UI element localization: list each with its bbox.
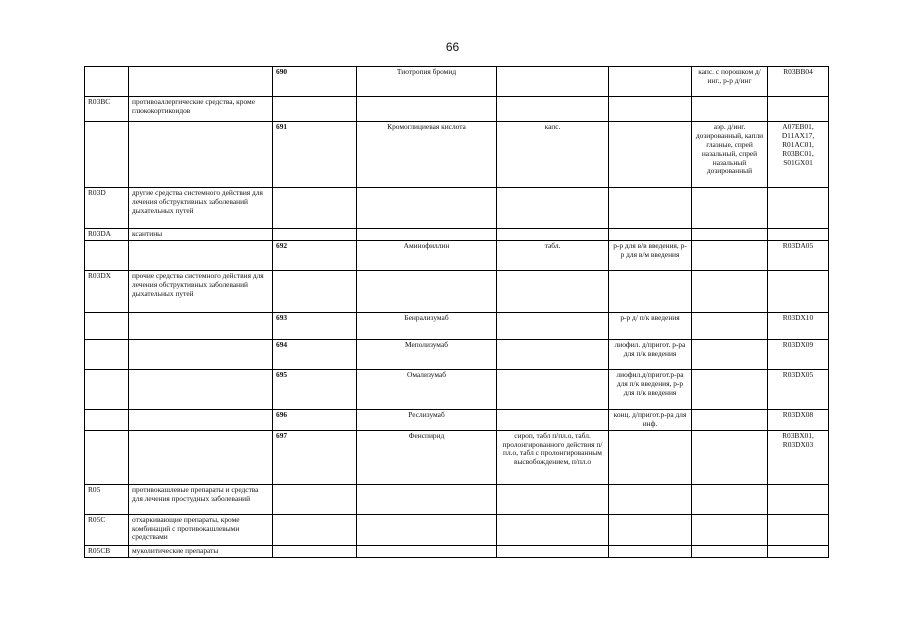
drug-table <box>84 66 829 558</box>
dosage-form-3 <box>692 484 768 514</box>
dosage-form-2: р-р для в/в введения, р-р для в/м введения <box>609 240 692 270</box>
item-number: 692 <box>273 240 357 270</box>
atc-code <box>768 229 829 241</box>
item-number: 696 <box>273 409 357 430</box>
atc-group-code: R05CB <box>85 545 129 557</box>
item-number: 693 <box>273 312 357 339</box>
atc-code: R03DX10 <box>768 312 829 339</box>
drug-name <box>357 514 497 545</box>
dosage-form-1 <box>497 229 609 241</box>
drug-name: Омализумаб <box>357 369 497 409</box>
table-row <box>85 409 829 430</box>
dosage-form-2 <box>609 545 692 557</box>
atc-group-code: R03DX <box>85 270 129 312</box>
dosage-form-1 <box>497 409 609 430</box>
dosage-form-3 <box>692 545 768 557</box>
atc-group-code <box>85 339 129 369</box>
table-row <box>85 484 829 514</box>
drug-name: Кромоглициевая кислота <box>357 122 497 188</box>
atc-group-code <box>85 312 129 339</box>
item-number: 690 <box>273 67 357 97</box>
drug-name: Аминофиллин <box>357 240 497 270</box>
table-row <box>85 369 829 409</box>
item-number: 695 <box>273 369 357 409</box>
drug-name <box>357 545 497 557</box>
dosage-form-2 <box>609 122 692 188</box>
item-number <box>273 545 357 557</box>
group-name: противокашлевые препараты и средства для лечения простудных заболеваний <box>129 484 273 514</box>
atc-code: R03BX01, R03DX03 <box>768 430 829 484</box>
atc-group-code <box>85 240 129 270</box>
atc-group-code <box>85 430 129 484</box>
table-row <box>85 240 829 270</box>
dosage-form-2 <box>609 67 692 97</box>
drug-name: Реслизумаб <box>357 409 497 430</box>
atc-code: R03DX08 <box>768 409 829 430</box>
drug-name: Фенспирид <box>357 430 497 484</box>
atc-group-code: R05 <box>85 484 129 514</box>
item-number <box>273 484 357 514</box>
dosage-form-3 <box>692 240 768 270</box>
atc-group-code: R03DA <box>85 229 129 241</box>
dosage-form-3 <box>692 339 768 369</box>
dosage-form-2: р-р д/ п/к введения <box>609 312 692 339</box>
atc-code <box>768 188 829 229</box>
group-name <box>129 409 273 430</box>
dosage-form-2: лиофил. д/пригот. р-ра для п/к введения <box>609 339 692 369</box>
group-name: отхаркивающие препараты, кроме комбинаций с противокашлевыми средствами <box>129 514 273 545</box>
dosage-form-1 <box>497 270 609 312</box>
atc-code: R03DX09 <box>768 339 829 369</box>
item-number <box>273 188 357 229</box>
item-number: 694 <box>273 339 357 369</box>
dosage-form-3 <box>692 188 768 229</box>
atc-group-code <box>85 67 129 97</box>
dosage-form-1 <box>497 545 609 557</box>
table-row <box>85 545 829 557</box>
dosage-form-3 <box>692 409 768 430</box>
dosage-form-3 <box>692 97 768 122</box>
table-body <box>85 67 829 558</box>
dosage-form-3 <box>692 514 768 545</box>
dosage-form-2 <box>609 514 692 545</box>
group-name <box>129 430 273 484</box>
item-number <box>273 514 357 545</box>
dosage-form-1 <box>497 97 609 122</box>
item-number <box>273 97 357 122</box>
atc-code <box>768 514 829 545</box>
drug-name <box>357 484 497 514</box>
table-row <box>85 312 829 339</box>
atc-code <box>768 270 829 312</box>
dosage-form-1 <box>497 312 609 339</box>
dosage-form-2 <box>609 188 692 229</box>
group-name: ксантины <box>129 229 273 241</box>
dosage-form-1 <box>497 188 609 229</box>
page-number: 66 <box>445 40 460 54</box>
drug-name: Тиотропия бромид <box>357 67 497 97</box>
dosage-form-2: лиофил.д/пригот.р-ра для п/к введения, р-р для п/к введения <box>609 369 692 409</box>
group-name <box>129 369 273 409</box>
drug-name <box>357 97 497 122</box>
atc-group-code <box>85 369 129 409</box>
atc-code <box>768 545 829 557</box>
dosage-form-2 <box>609 270 692 312</box>
dosage-form-1 <box>497 67 609 97</box>
item-number: 691 <box>273 122 357 188</box>
table-row <box>85 67 829 97</box>
group-name: противоаллергические средства, кроме глюкокортикоидов <box>129 97 273 122</box>
group-name <box>129 312 273 339</box>
dosage-form-3: аэр. д/инг. дозированный, капли глазные, спрей назальный, спрей назальный дозированный <box>692 122 768 188</box>
atc-group-code <box>85 122 129 188</box>
table-row <box>85 270 829 312</box>
table-row <box>85 339 829 369</box>
table-row <box>85 122 829 188</box>
dosage-form-2 <box>609 229 692 241</box>
dosage-form-3 <box>692 369 768 409</box>
group-name <box>129 67 273 97</box>
item-number: 697 <box>273 430 357 484</box>
atc-code: R03DA05 <box>768 240 829 270</box>
dosage-form-1 <box>497 369 609 409</box>
atc-group-code <box>85 409 129 430</box>
atc-group-code: R05C <box>85 514 129 545</box>
item-number <box>273 229 357 241</box>
group-name <box>129 240 273 270</box>
dosage-form-3: капс. с порошком д/инг., р-р д/инг <box>692 67 768 97</box>
dosage-form-3 <box>692 270 768 312</box>
atc-code: A07EB01, D11AX17, R01AC01, R03BC01, S01GX01 <box>768 122 829 188</box>
dosage-form-2 <box>609 97 692 122</box>
dosage-form-1 <box>497 484 609 514</box>
drug-name <box>357 188 497 229</box>
atc-code: R03BB04 <box>768 67 829 97</box>
drug-name <box>357 270 497 312</box>
drug-name <box>357 229 497 241</box>
atc-group-code: R03BC <box>85 97 129 122</box>
dosage-form-1: табл. <box>497 240 609 270</box>
dosage-form-2 <box>609 430 692 484</box>
atc-code <box>768 484 829 514</box>
table-row <box>85 188 829 229</box>
group-name: другие средства системного действия для лечения обструктивных заболеваний дыхательных путей <box>129 188 273 229</box>
group-name <box>129 122 273 188</box>
dosage-form-1: капс. <box>497 122 609 188</box>
dosage-form-1: сироп, табл п/пл.о, табл. пролонгированного действия п/пл.о, табл с пролонгированным высвобождением, п/пл.о <box>497 430 609 484</box>
drug-name: Бенрализумаб <box>357 312 497 339</box>
table-row <box>85 514 829 545</box>
group-name: прочие средства системного действия для лечения обструктивных заболеваний дыхательных путей <box>129 270 273 312</box>
dosage-form-3 <box>692 430 768 484</box>
table-row <box>85 97 829 122</box>
atc-code: R03DX05 <box>768 369 829 409</box>
dosage-form-1 <box>497 339 609 369</box>
group-name <box>129 339 273 369</box>
dosage-form-1 <box>497 514 609 545</box>
group-name: муколитические препараты <box>129 545 273 557</box>
atc-group-code: R03D <box>85 188 129 229</box>
item-number <box>273 270 357 312</box>
dosage-form-3 <box>692 229 768 241</box>
dosage-form-2: конц. д/пригот.р-ра для инф. <box>609 409 692 430</box>
table-row <box>85 229 829 241</box>
atc-code <box>768 97 829 122</box>
dosage-form-3 <box>692 312 768 339</box>
dosage-form-2 <box>609 484 692 514</box>
table-row <box>85 430 829 484</box>
drug-name: Меполизумаб <box>357 339 497 369</box>
